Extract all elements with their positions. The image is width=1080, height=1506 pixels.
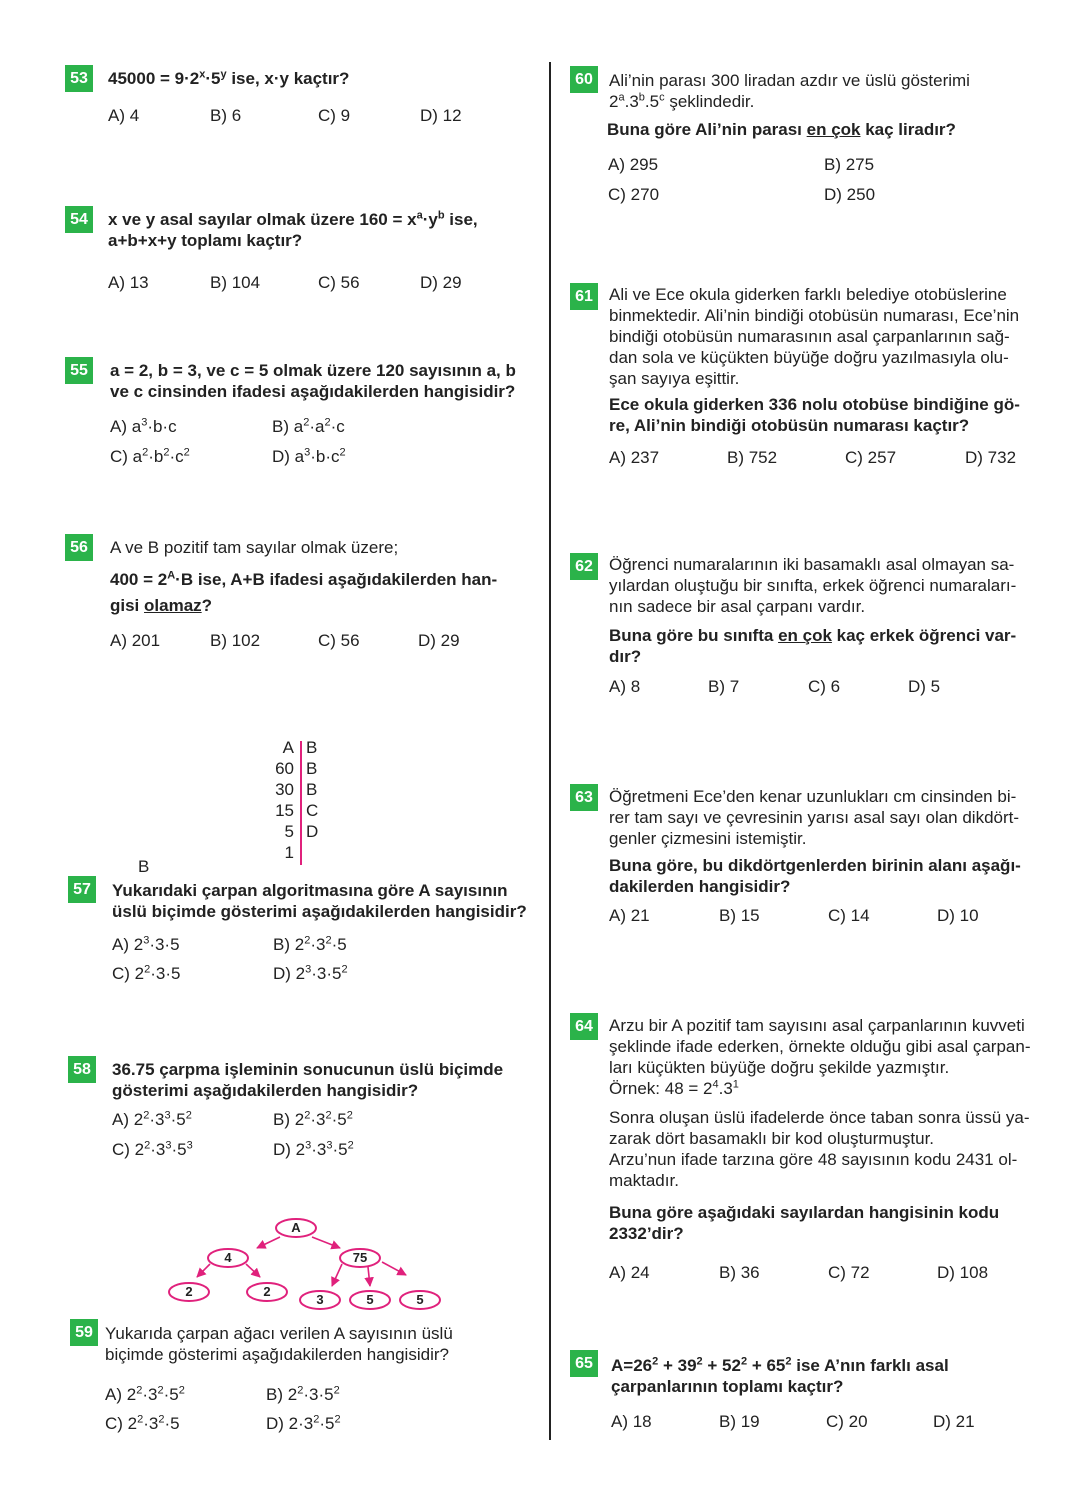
tree-label: 2 — [185, 1284, 193, 1299]
option-d[interactable]: D) 29 — [420, 273, 462, 292]
tree-edge — [368, 1267, 370, 1286]
option-b[interactable]: B) $2^2\cdot 3^2\cdot 5^2$ — [273, 1109, 353, 1129]
algorithm-bar — [300, 741, 302, 865]
question-number: 64 — [570, 1013, 598, 1040]
question-number: 53 — [65, 65, 93, 92]
option-b[interactable]: B) $2^2\cdot 3\cdot 5^2$ — [266, 1384, 340, 1404]
option-d[interactable]: D) 108 — [937, 1263, 989, 1282]
option-c[interactable]: C) 56 — [318, 631, 360, 650]
option-d[interactable]: D) 732 — [965, 448, 1017, 467]
tree-edge — [257, 1237, 280, 1248]
question-stem: Buna göre Ali’nin parası en çok kaç liradır? — [607, 120, 956, 139]
tree-edge — [382, 1262, 406, 1275]
question-intro: Ali ve Ece okula giderken farklı belediye otobüslerine binmektedir. Ali’nin bindiği otobüsün numarası, Ece’nin bindiği otobüsün numarasının asal çarpanlarının sağ- dan sola ve küçükten büyüğe doğru yazılmasıyla olu- şan sayıya eşittir. — [609, 285, 1020, 388]
tree-edge — [332, 1264, 342, 1286]
option-a[interactable]: A) 201 — [110, 631, 161, 650]
tree-label: 75 — [352, 1250, 368, 1265]
option-a[interactable]: A) 13 — [108, 273, 149, 292]
option-c[interactable]: C) $2^2\cdot 3^3\cdot 5^3$ — [112, 1139, 193, 1159]
option-a[interactable]: A) $2^3\cdot 3\cdot 5$ — [112, 934, 180, 954]
option-b[interactable]: B) 102 — [210, 631, 261, 650]
option-c[interactable]: C) 6 — [808, 677, 841, 696]
option-c[interactable]: C) 20 — [826, 1412, 868, 1431]
option-d[interactable]: D) $2^3\cdot 3^3\cdot 5^2$ — [273, 1139, 354, 1159]
question-number: 57 — [68, 876, 96, 903]
option-c[interactable]: C) 270 — [608, 185, 660, 204]
option-d[interactable]: D) 12 — [420, 106, 462, 125]
question-number: 63 — [570, 784, 598, 811]
option-b[interactable]: B) 752 — [727, 448, 778, 467]
option-d[interactable]: D) 250 — [824, 185, 876, 204]
question-number: 54 — [65, 206, 93, 233]
option-a[interactable]: A) $2^2\cdot 3^3\cdot 5^2$ — [112, 1109, 192, 1129]
option-b[interactable]: B) 15 — [719, 906, 760, 925]
question-stem: Buna göre, bu dikdörtgenlerden birinin alanı aşağı- dakilerden hangisidir? — [609, 856, 1021, 896]
tree-label: 5 — [366, 1292, 374, 1307]
tree-edge — [246, 1264, 260, 1277]
algo-left: 1 — [284, 843, 294, 862]
option-a[interactable]: A) 18 — [611, 1412, 652, 1431]
option-a[interactable]: A) 4 — [108, 106, 140, 125]
question-stem: 36.75 çarpma işleminin sonucunun üslü biçimde gösterimi aşağıdakilerden hangisidir? — [112, 1060, 504, 1100]
question-number: 65 — [570, 1350, 598, 1377]
option-c[interactable]: C) 9 — [318, 106, 351, 125]
option-d[interactable]: D) $a^3\cdot b\cdot c^2$ — [272, 446, 346, 466]
option-c[interactable]: C) $2^2\cdot 3\cdot 5$ — [112, 963, 181, 983]
factor-tree — [160, 1210, 450, 1315]
question-number: 59 — [70, 1319, 98, 1346]
option-b[interactable]: B) $a^2\cdot a^2\cdot c$ — [272, 416, 345, 436]
algo-right: B — [306, 780, 318, 799]
algo-right: B — [306, 759, 318, 778]
tree-edge — [197, 1264, 210, 1277]
question-number: 55 — [65, 357, 93, 384]
question-stem: Yukarıda çarpan ağacı verilen A sayısının üslü biçimde gösterimi aşağıdakilerden hangisidir? — [105, 1324, 453, 1364]
option-a[interactable]: A) 21 — [609, 906, 650, 925]
option-d[interactable]: D) 21 — [933, 1412, 975, 1431]
option-c[interactable]: C) 14 — [828, 906, 870, 925]
question-stem: Buna göre aşağıdaki sayılardan hangisinin kodu 2332’dir? — [609, 1203, 1000, 1243]
tree-label: 5 — [416, 1292, 424, 1307]
option-a[interactable]: A) 8 — [609, 677, 641, 696]
algo-right: C — [306, 801, 319, 820]
option-a[interactable]: A) 237 — [609, 448, 660, 467]
question-stem: a = 2, b = 3, ve c = 5 olmak üzere 120 sayısının a, b ve c cinsinden ifadesi aşağıdakilerden hangisidir? — [110, 361, 516, 401]
question-stem: Yukarıdaki çarpan algoritmasına göre A sayısının üslü biçimde gösterimi aşağıdakilerden hangisidir? — [112, 881, 527, 921]
option-d[interactable]: D) $2^3\cdot 3\cdot 5^2$ — [273, 963, 348, 983]
option-a[interactable]: A) $a^3\cdot b\cdot c$ — [110, 416, 177, 436]
option-b[interactable]: B) 275 — [824, 155, 875, 174]
question-intro: Ali’nin parası 300 liradan azdır ve üslü gösterimi 2$^a$.3$^b$.5$^c$ şeklindedir. — [609, 71, 970, 111]
question-stem: Buna göre bu sınıfta en çok kaç erkek öğrenci var- dır? — [609, 626, 1017, 666]
question-stem: $45000 = 9\cdot 2^x\cdot 5^y$ ise, x·y kaçtır? — [108, 68, 350, 88]
question-body: Sonra oluşan üslü ifadelerde önce taban sonra üssü ya- zarak dört basamaklı bir kod oluşturmuştur. Arzu’nun ifade tarzına göre 48 sayısının kodu 2431 ol- maktadır. — [609, 1108, 1030, 1190]
option-a[interactable]: A) 24 — [609, 1263, 650, 1282]
tree-label: 2 — [263, 1284, 271, 1299]
tree-label: 4 — [224, 1250, 232, 1265]
option-a[interactable]: A) $2^2\cdot 3^2\cdot 5^2$ — [105, 1384, 185, 1404]
algo-right: B — [306, 738, 318, 757]
algo-left: 5 — [284, 822, 294, 841]
question-stem: Ece okula giderken 336 nolu otobüse bindiğine gö- re, Ali’nin bindiği otobüsün numarası kaçtır? — [609, 395, 1020, 435]
question-number: 56 — [65, 534, 93, 561]
question-stem: $400 = 2^A\cdot B$ ise, A+B ifadesi aşağıdakilerden han- gisi olamaz? — [110, 569, 498, 615]
stray-letter: B — [138, 857, 150, 876]
option-b[interactable]: B) 104 — [210, 273, 261, 292]
option-a[interactable]: A) 295 — [608, 155, 659, 174]
option-b[interactable]: B) $2^2\cdot 3^2\cdot 5$ — [273, 934, 347, 954]
tree-edge — [312, 1237, 340, 1248]
option-c[interactable]: C) 257 — [845, 448, 897, 467]
question-number: 58 — [68, 1056, 96, 1083]
option-c[interactable]: C) $2^2\cdot 3^2\cdot 5$ — [105, 1413, 180, 1433]
option-c[interactable]: C) 72 — [828, 1263, 870, 1282]
column-divider — [549, 62, 551, 1440]
algo-right: D — [306, 822, 319, 841]
question-intro: Öğretmeni Ece’den kenar uzunlukları cm cinsinden bi- rer tam sayı ve çevresinin yarısı asal sayı olan dikdört- genler çizmesini istemiştir. — [609, 787, 1020, 848]
option-b[interactable]: B) 19 — [719, 1412, 760, 1431]
option-d[interactable]: D) 10 — [937, 906, 979, 925]
question-number: 61 — [570, 283, 598, 310]
factor-algorithm — [272, 737, 332, 863]
question-intro: Öğrenci numaralarının iki basamaklı asal olmayan sa- yılardan oluştuğu bir sınıfta, erkek öğrenci numaraları- nın sadece bir asal çarpanı vardır. — [609, 555, 1017, 616]
option-b[interactable]: B) 7 — [708, 677, 740, 696]
algo-left: 15 — [275, 801, 294, 820]
algo-left: A — [282, 738, 294, 757]
tree-label: A — [291, 1220, 301, 1235]
algo-left: 60 — [275, 759, 294, 778]
option-d[interactable]: D) $2\cdot 3^2\cdot 5^2$ — [266, 1413, 341, 1433]
option-c[interactable]: C) $a^2\cdot b^2\cdot c^2$ — [110, 446, 190, 466]
option-b[interactable]: B) 36 — [719, 1263, 760, 1282]
question-intro: Arzu bir A pozitif tam sayısını asal çarpanlarının kuvveti şeklinde ifade ederken, örnekte olduğu gibi asal çarpan- ları küçükten büyüğe doğru şekilde yazmıştır. Örnek: $48 = 2^4.3^1$ — [609, 1016, 1031, 1098]
question-number: 60 — [570, 66, 598, 93]
question-intro: A ve B pozitif tam sayılar olmak üzere; — [110, 538, 399, 557]
question-stem: x ve y asal sayılar olmak üzere $160 = x^a\cdot y^b$ ise, a+b+x+y toplamı kaçtır? — [108, 209, 478, 250]
option-c[interactable]: C) 56 — [318, 273, 360, 292]
option-d[interactable]: D) 29 — [418, 631, 460, 650]
option-d[interactable]: D) 5 — [908, 677, 941, 696]
option-b[interactable]: B) 6 — [210, 106, 242, 125]
algo-left: 30 — [275, 780, 294, 799]
question-stem: $A=26^2 + 39^2 + 52^2 + 65^2$ ise A’nın farklı asal çarpanlarının toplamı kaçtır? — [611, 1355, 949, 1396]
tree-label: 3 — [316, 1292, 324, 1307]
question-number: 62 — [570, 553, 598, 580]
